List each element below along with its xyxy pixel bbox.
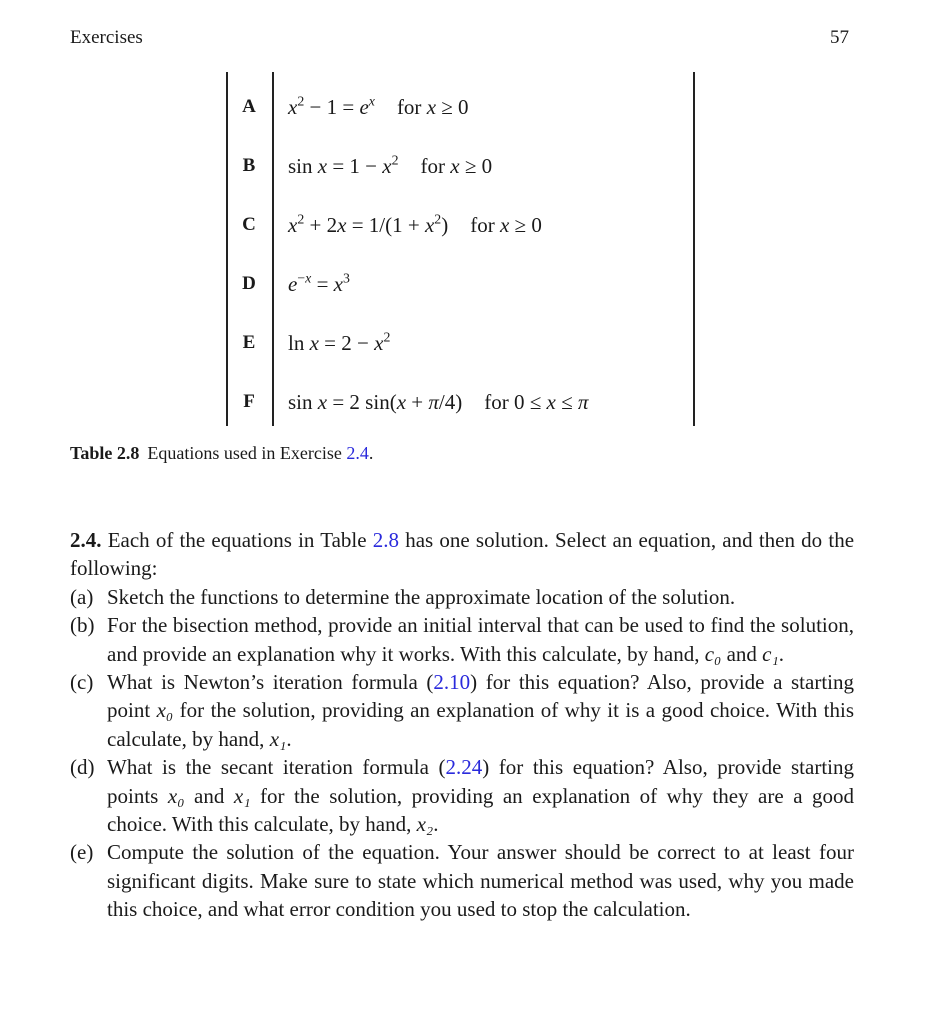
table-row (226, 92, 695, 122)
row-label: E (242, 332, 256, 353)
row-equation: $x^2 - 1 = e^x$ for x ≥ 0 (288, 93, 469, 119)
exercise-item-c: (c) What is Newton’s iteration formula (2.10) for this equation? Also, provide a starting point x₀ for the solution, providing an explanation of why it is a good choice. With this calculate, by hand, x₁. (70, 670, 855, 751)
math-var: x₀ (156, 698, 174, 723)
exercise-intro: 2.4. Each of the equations in Table 2.8 has one solution. Select an equation, and then do the following: (70, 528, 855, 581)
caption-exercise-link[interactable]: 2.4 (346, 443, 369, 463)
row-label: A (242, 96, 256, 117)
table-label-rule (272, 72, 274, 426)
equation-ref-link[interactable]: 2.24 (445, 755, 483, 780)
item-marker: (a) (70, 584, 94, 609)
table-row (226, 387, 695, 417)
exercise-item-e: (e) Compute the solution of the equation. Your answer should be correct to at least four significant digits. Make sure to state which numerical method was used, why you made this choice, and what error condition you used to stop the calculation. (70, 840, 854, 922)
table-caption (70, 443, 373, 464)
table-row (226, 269, 695, 299)
caption-text: Equations used in Exercise (147, 443, 342, 463)
table-row (226, 210, 695, 240)
exercise-item-d: (d) What is the secant iteration formula (2.24) for this equation? Also, provide starting points x₀ and x₁ for the solution, providing an explanation of why they are a good choice. With this calculate, by hand, x₂. (70, 755, 855, 837)
row-equation: sin x = 2 sin(x + π/4) for 0 ≤ x ≤ π (288, 390, 589, 414)
row-equation: $x^2 + 2x = 1/(1 + x^2)$ for x ≥ 0 (288, 211, 542, 237)
item-marker: (b) (70, 613, 95, 638)
page-number: 57 (830, 27, 849, 48)
row-equation: $\sin x = 1 - x^2$ for x ≥ 0 (288, 152, 493, 178)
caption-period: . (368, 443, 374, 463)
item-marker: (d) (70, 755, 95, 780)
exercise-2-4 (70, 526, 854, 924)
math-var: x₂ (416, 812, 434, 837)
math-var: x₁ (233, 783, 251, 808)
item-marker: (c) (70, 670, 94, 695)
row-label: F (243, 391, 255, 412)
exercise-number: 2.4. (70, 528, 102, 552)
table-row (226, 151, 695, 181)
table-left-rule (226, 72, 228, 426)
equations-table (226, 72, 695, 426)
row-equation: $e^{-x} = x^3$ (288, 270, 350, 296)
equation-ref-link[interactable]: 2.10 (433, 670, 471, 695)
table-right-rule (693, 72, 695, 426)
row-label: C (242, 214, 256, 235)
row-equation: $\ln x = 2 - x^2$ (288, 329, 391, 355)
row-label: D (242, 273, 256, 294)
exercise-item-a: (a) Sketch the functions to determine the approximate location of the solution. (70, 583, 854, 611)
math-var: x₀ (167, 783, 185, 808)
caption-label: Table 2.8 (70, 443, 140, 463)
item-marker: (e) (70, 840, 94, 865)
row-label: B (242, 155, 256, 176)
table-ref-link[interactable]: 2.8 (372, 528, 400, 552)
running-header-title: Exercises (70, 27, 143, 48)
math-var: c₀ (704, 641, 722, 666)
exercise-item-b: (b) For the bisection method, provide an initial interval that can be used to find the solution, and provide an explanation why it works. With this calculate, by hand, c₀ and c₁. (70, 613, 854, 666)
math-var: x₁ (269, 726, 287, 751)
table-row (226, 328, 695, 358)
math-var: c₁ (762, 641, 779, 666)
